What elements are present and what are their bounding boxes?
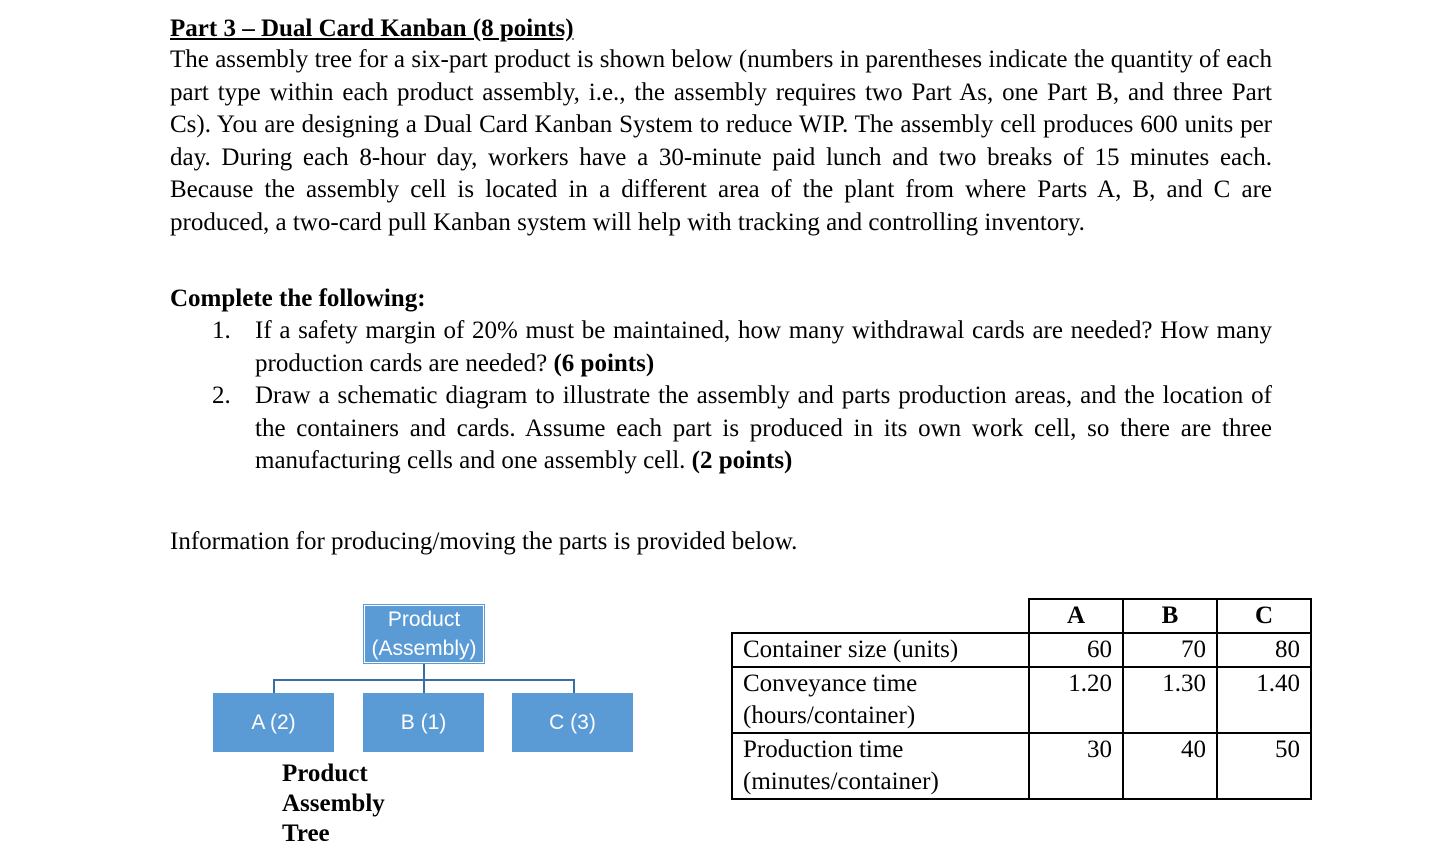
table-row: [732, 667, 1311, 733]
table-cell: 1.30: [1123, 667, 1217, 733]
question-list: [170, 315, 1272, 478]
tree-connector-c: [573, 679, 575, 693]
table-row: [732, 633, 1311, 667]
table-cell: 50: [1217, 733, 1311, 799]
section-title: Part 3 – Dual Card Kanban (8 points): [170, 15, 574, 42]
table-header-cell: A: [1029, 599, 1123, 633]
tree-connector-a: [273, 679, 275, 693]
question-item: [170, 380, 1272, 478]
question-number: 1.: [212, 317, 231, 344]
question-points: (6 points): [553, 349, 655, 377]
table-cell: 70: [1123, 633, 1217, 667]
table-cell: 1.40: [1217, 667, 1311, 733]
table-header-row: [732, 599, 1311, 633]
tree-connector-b: [423, 679, 425, 693]
parts-info-table: [731, 598, 1312, 800]
row-label: Container size (units): [732, 633, 1029, 667]
info-line: Information for producing/moving the parts is provided below.: [170, 527, 798, 555]
table-cell: 30: [1029, 733, 1123, 799]
tree-caption: Product Assembly Tree: [282, 760, 385, 847]
table-header-cell: C: [1217, 599, 1311, 633]
subheading: Complete the following:: [170, 285, 426, 312]
row-label: Conveyance time (hours/container): [732, 667, 1029, 733]
tree-node-part-a: A (2): [213, 693, 334, 752]
question-text: Draw a schematic diagram to illustrate the assembly and parts production areas, and the location of the containers and cards. Assume each part is produced in its own work cell, so there are three manufacturing cells and one assembly cell.: [255, 382, 1272, 474]
question-number: 2.: [212, 382, 231, 409]
table-corner: [732, 599, 1029, 633]
question-item: [170, 315, 1272, 380]
table-cell: 40: [1123, 733, 1217, 799]
tree-connector-vertical: [423, 663, 425, 680]
table-header-cell: B: [1123, 599, 1217, 633]
table-row: [732, 733, 1311, 799]
question-text: If a safety margin of 20% must be maintained, how many withdrawal cards are needed? How many production cards are needed?: [255, 317, 1272, 377]
tree-node-product: Product (Assembly): [364, 605, 484, 663]
intro-paragraph: The assembly tree for a six-part product is shown below (numbers in parentheses indicate the quantity of each part type within each product assembly, i.e., the assembly requires two Part As, one Part B, and three Part Cs). You are designing a Dual Card Kanban System to reduce WIP. The assembly cell produces 600 units per day. During each 8-hour day, workers have a 30-minute paid lunch and two breaks of 15 minutes each. Because the assembly cell is located in a different area of the plant from where Parts A, B, and C are produced, a two-card pull Kanban system will help with tracking and controlling inventory.: [170, 46, 1272, 236]
row-label: Production time (minutes/container): [732, 733, 1029, 799]
table-cell: 1.20: [1029, 667, 1123, 733]
question-points: (2 points): [691, 447, 793, 474]
table-cell: 80: [1217, 633, 1311, 667]
tree-node-part-b: B (1): [363, 693, 484, 752]
table-cell: 60: [1029, 633, 1123, 667]
tree-node-part-c: C (3): [512, 693, 633, 752]
problem-text: [170, 14, 1272, 558]
